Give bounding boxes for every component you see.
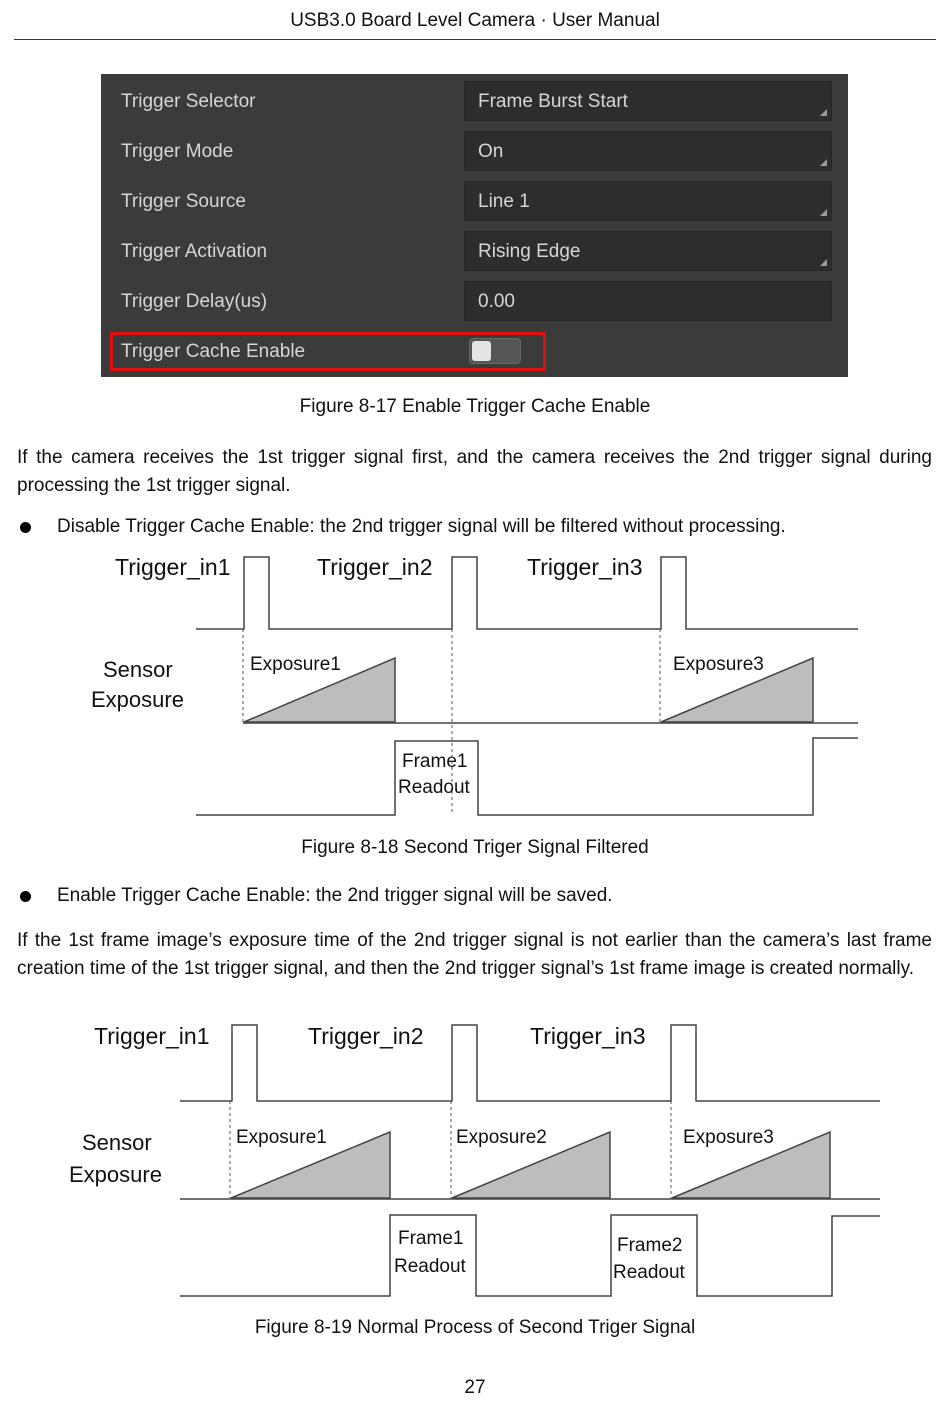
timing-diagram-filtered — [0, 545, 950, 830]
row-trigger-delay — [113, 281, 835, 325]
sensor-label: Exposure — [91, 687, 184, 712]
figure-caption-18: Figure 8-18 Second Triger Signal Filtered — [301, 837, 649, 858]
trigger-settings-panel — [101, 74, 848, 377]
trigger-label: Trigger_in1 — [115, 554, 231, 580]
row-trigger-selector — [113, 81, 835, 125]
row-trigger-source — [113, 181, 835, 225]
bullet-1-text: Disable Trigger Cache Enable: the 2nd trigger signal will be filtered without processing. — [57, 516, 786, 537]
readout-label: Frame2 — [617, 1235, 683, 1256]
exposure-label: Exposure2 — [456, 1127, 547, 1148]
readout-label: Readout — [398, 777, 470, 798]
paragraph-2: If the 1st frame image’s exposure time of the 2nd trigger signal is not earlier than the camera’s last frame creation time of the 1st trigger signal, and then the 2nd trigger signal’s 1st frame image is created normally. — [17, 930, 932, 979]
row-label: Trigger Activation — [121, 241, 268, 262]
row-label: Trigger Source — [121, 191, 246, 212]
header-rule — [14, 39, 936, 40]
readout-signal-line — [196, 738, 858, 815]
row-label: Trigger Delay(us) — [121, 291, 268, 312]
readout-label: Readout — [613, 1262, 685, 1283]
sensor-label: Sensor — [103, 657, 173, 682]
trigger-label: Trigger_in1 — [94, 1023, 210, 1049]
dropdown-arrow-icon — [820, 159, 827, 166]
dropdown-value: Line 1 — [478, 191, 530, 212]
bullet-icon — [20, 522, 31, 533]
figure-caption-17: Figure 8-17 Enable Trigger Cache Enable — [299, 396, 651, 417]
trigger-label: Trigger_in3 — [527, 554, 643, 580]
exposure-label: Exposure1 — [236, 1127, 327, 1148]
exposure-label: Exposure3 — [673, 654, 764, 675]
row-label: Trigger Cache Enable — [121, 341, 306, 362]
page-header: USB3.0 Board Level Camera · User Manual — [290, 10, 660, 31]
highlight-box — [110, 332, 546, 371]
row-label: Trigger Mode — [121, 141, 234, 162]
trigger-mode-dropdown[interactable] — [464, 131, 832, 171]
dropdown-value: Frame Burst Start — [478, 91, 628, 112]
bullet-icon — [20, 891, 31, 902]
paragraph-1: If the camera receives the 1st trigger signal first, and the camera receives the 2nd trigger signal during processing the 1st trigger signal. — [17, 447, 932, 496]
page-number: 27 — [464, 1377, 486, 1398]
bullet-2-text: Enable Trigger Cache Enable: the 2nd trigger signal will be saved. — [57, 885, 613, 906]
dropdown-value: Rising Edge — [478, 241, 581, 262]
timing-diagram-normal — [0, 1015, 950, 1310]
trigger-activation-dropdown[interactable] — [464, 231, 832, 271]
readout-label: Frame1 — [402, 751, 468, 772]
trigger-selector-dropdown[interactable] — [464, 81, 832, 121]
readout-signal-line — [180, 1215, 880, 1296]
trigger-label: Trigger_in3 — [530, 1023, 646, 1049]
row-trigger-mode — [113, 131, 835, 175]
trigger-label: Trigger_in2 — [308, 1023, 424, 1049]
readout-label: Readout — [394, 1256, 466, 1277]
trigger-source-dropdown[interactable] — [464, 181, 832, 221]
readout-label: Frame1 — [398, 1228, 464, 1249]
sensor-label: Sensor — [82, 1130, 152, 1155]
sensor-label: Exposure — [69, 1162, 162, 1187]
trigger-delay-input[interactable] — [464, 281, 832, 321]
row-label: Trigger Selector — [121, 91, 256, 112]
exposure-label: Exposure1 — [250, 654, 341, 675]
figure-caption-19: Figure 8-19 Normal Process of Second Triger Signal — [254, 1317, 696, 1338]
row-trigger-activation — [113, 231, 835, 275]
trigger-label: Trigger_in2 — [317, 554, 433, 580]
dropdown-arrow-icon — [820, 109, 827, 116]
exposure-label: Exposure3 — [683, 1127, 774, 1148]
dropdown-value: On — [478, 141, 504, 162]
dropdown-arrow-icon — [820, 259, 827, 266]
dropdown-arrow-icon — [820, 209, 827, 216]
input-value: 0.00 — [478, 291, 515, 312]
